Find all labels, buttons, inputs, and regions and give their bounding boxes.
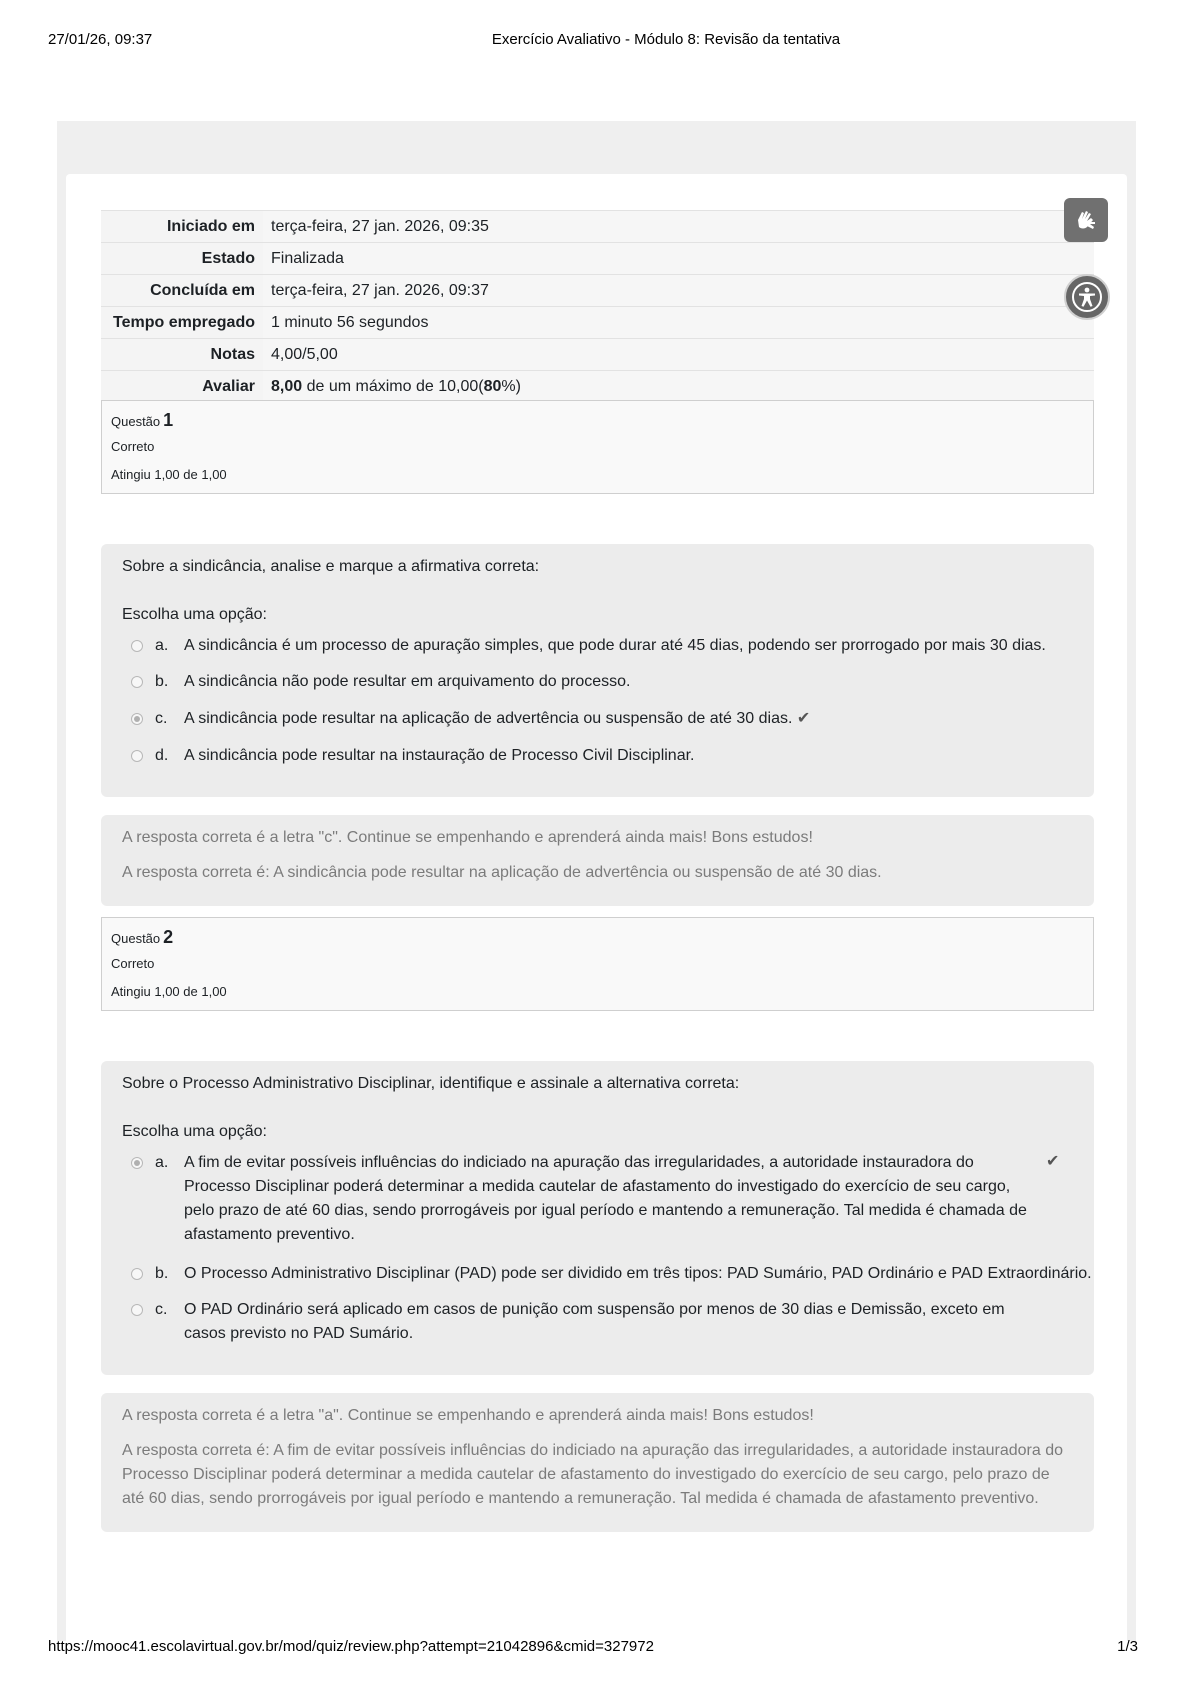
check-icon: ✔ [796,710,811,727]
question-formulation [101,1061,1094,1375]
general-feedback: A resposta correta é a letra "c". Continue se empenhando e aprenderá ainda mais! Bons estudos! [122,829,813,846]
radio-button[interactable] [131,1268,143,1280]
option-letter: c. [155,1301,168,1318]
question-label: Questão [111,414,161,429]
question-number-value: 2 [163,927,174,947]
question-grade: Atingiu 1,00 de 1,00 [111,467,227,482]
page-region [57,121,1136,1641]
question-label: Questão [111,931,161,946]
summary-row [101,211,1094,243]
hand-sign-language-icon [1072,206,1100,234]
summary-label: Estado [101,243,263,275]
right-answer: A resposta correta é: A fim de evitar possíveis influências do indiciado na apuração das irregularidades, a autoridade instauradora do Processo Disciplinar poderá determinar a medida cautelar de afastamento do investigado do exercício de seu cargo, pelo prazo de até 60 dias, sendo prorrogáveis por igual período e mantendo a remuneração. Tal medida é chamada de afastamento preventivo. [122,1442,1064,1507]
accessibility-button[interactable] [1064,274,1110,320]
option-letter: a. [155,1154,169,1171]
option-text: A fim de evitar possíveis influências do indiciado na apuração das irregularidades, a autoridade instauradora do Processo Disciplinar poderá determinar a medida cautelar de afastamento do investigado do exercício de seu cargo, pelo prazo de até 60 dias, sendo prorrogáveis por igual período e mantendo a remuneração. Tal medida é chamada de afastamento preventivo. [184,1154,1027,1243]
question-info [101,917,1094,1011]
option-text: A sindicância é um processo de apuração simples, que pode durar até 45 dias, podendo ser prorrogado por mais 30 dias. [184,637,1046,654]
summary-label: Iniciado em [101,211,263,243]
question-grade: Atingiu 1,00 de 1,00 [111,984,227,999]
summary-value: terça-feira, 27 jan. 2026, 09:35 [263,211,1094,243]
option-letter: a. [155,637,169,654]
summary-value: 1 minuto 56 segundos [263,307,1094,339]
print-title: Exercício Avaliativo - Módulo 8: Revisão da tentativa [491,31,841,48]
grade-percent-suffix: %) [501,378,521,395]
page-number: 1/3 [1117,1638,1138,1655]
summary-row [101,243,1094,275]
question-prompt: Escolha uma opção: [122,1123,267,1140]
general-feedback: A resposta correta é a letra "a". Continue se empenhando e aprenderá ainda mais! Bons estudos! [122,1407,814,1424]
summary-label: Notas [101,339,263,371]
radio-button[interactable] [131,640,143,652]
accessibility-icon [1070,280,1104,314]
question-text: Sobre a sindicância, analise e marque a afirmativa correta: [122,558,540,575]
print-datetime: 27/01/26, 09:37 [48,31,153,48]
question-number [111,927,173,948]
question-prompt: Escolha uma opção: [122,606,267,623]
option-letter: b. [155,1265,169,1282]
grade-max: de um máximo de 10,00( [302,378,484,395]
summary-value: 4,00/5,00 [263,339,1094,371]
summary-label: Concluída em [101,275,263,307]
summary-label: Tempo empregado [101,307,263,339]
attempt-summary-table [101,210,1094,403]
option-letter: d. [155,747,169,764]
question-state: Correto [111,956,155,971]
option-text: A sindicância não pode resultar em arquivamento do processo. [184,673,631,690]
radio-button-checked[interactable] [131,1157,143,1169]
summary-row [101,307,1094,339]
option-text: A sindicância pode resultar na instauração de Processo Civil Disciplinar. [184,747,695,764]
print-header [48,31,1144,51]
question-number [111,410,173,431]
summary-value [263,371,1094,403]
question-formulation [101,544,1094,797]
question-state: Correto [111,439,155,454]
check-icon: ✔ [1046,1153,1060,1170]
radio-button[interactable] [131,750,143,762]
option-text: A sindicância pode resultar na aplicação de advertência ou suspensão de até 30 dias. [184,710,793,727]
grade-value: 8,00 [271,378,303,395]
option-text: O Processo Administrativo Disciplinar (PAD) pode ser dividido em três tipos: PAD Sumário, PAD Ordinário e PAD Extraordinário. [184,1265,1092,1282]
summary-row [101,275,1094,307]
summary-row [101,339,1094,371]
summary-label: Avaliar [101,371,263,403]
summary-value: Finalizada [263,243,1094,275]
radio-button-checked[interactable] [131,713,143,725]
question-number-value: 1 [163,410,174,430]
summary-value: terça-feira, 27 jan. 2026, 09:37 [263,275,1094,307]
question-feedback [101,1393,1094,1532]
question-info [101,400,1094,494]
option-letter: b. [155,673,169,690]
radio-button[interactable] [131,676,143,688]
radio-button[interactable] [131,1304,143,1316]
option-text: O PAD Ordinário será aplicado em casos de punição com suspensão por menos de 30 dias e Demissão, exceto em casos previsto no PAD Sumário. [184,1301,1005,1342]
option-letter: c. [155,710,168,727]
question-feedback [101,815,1094,906]
page-url: https://mooc41.escolavirtual.gov.br/mod/quiz/review.php?attempt=21042896&cmid=327972 [48,1638,654,1655]
summary-row [101,371,1094,403]
right-answer: A resposta correta é: A sindicância pode resultar na aplicação de advertência ou suspensão de até 30 dias. [122,864,882,881]
option-text-with-check [184,707,1071,731]
main-content [66,174,1127,1654]
question-text: Sobre o Processo Administrativo Disciplinar, identifique e assinale a alternativa correta: [122,1075,740,1092]
vlibras-button[interactable] [1064,198,1108,242]
grade-percent: 80 [483,378,502,395]
